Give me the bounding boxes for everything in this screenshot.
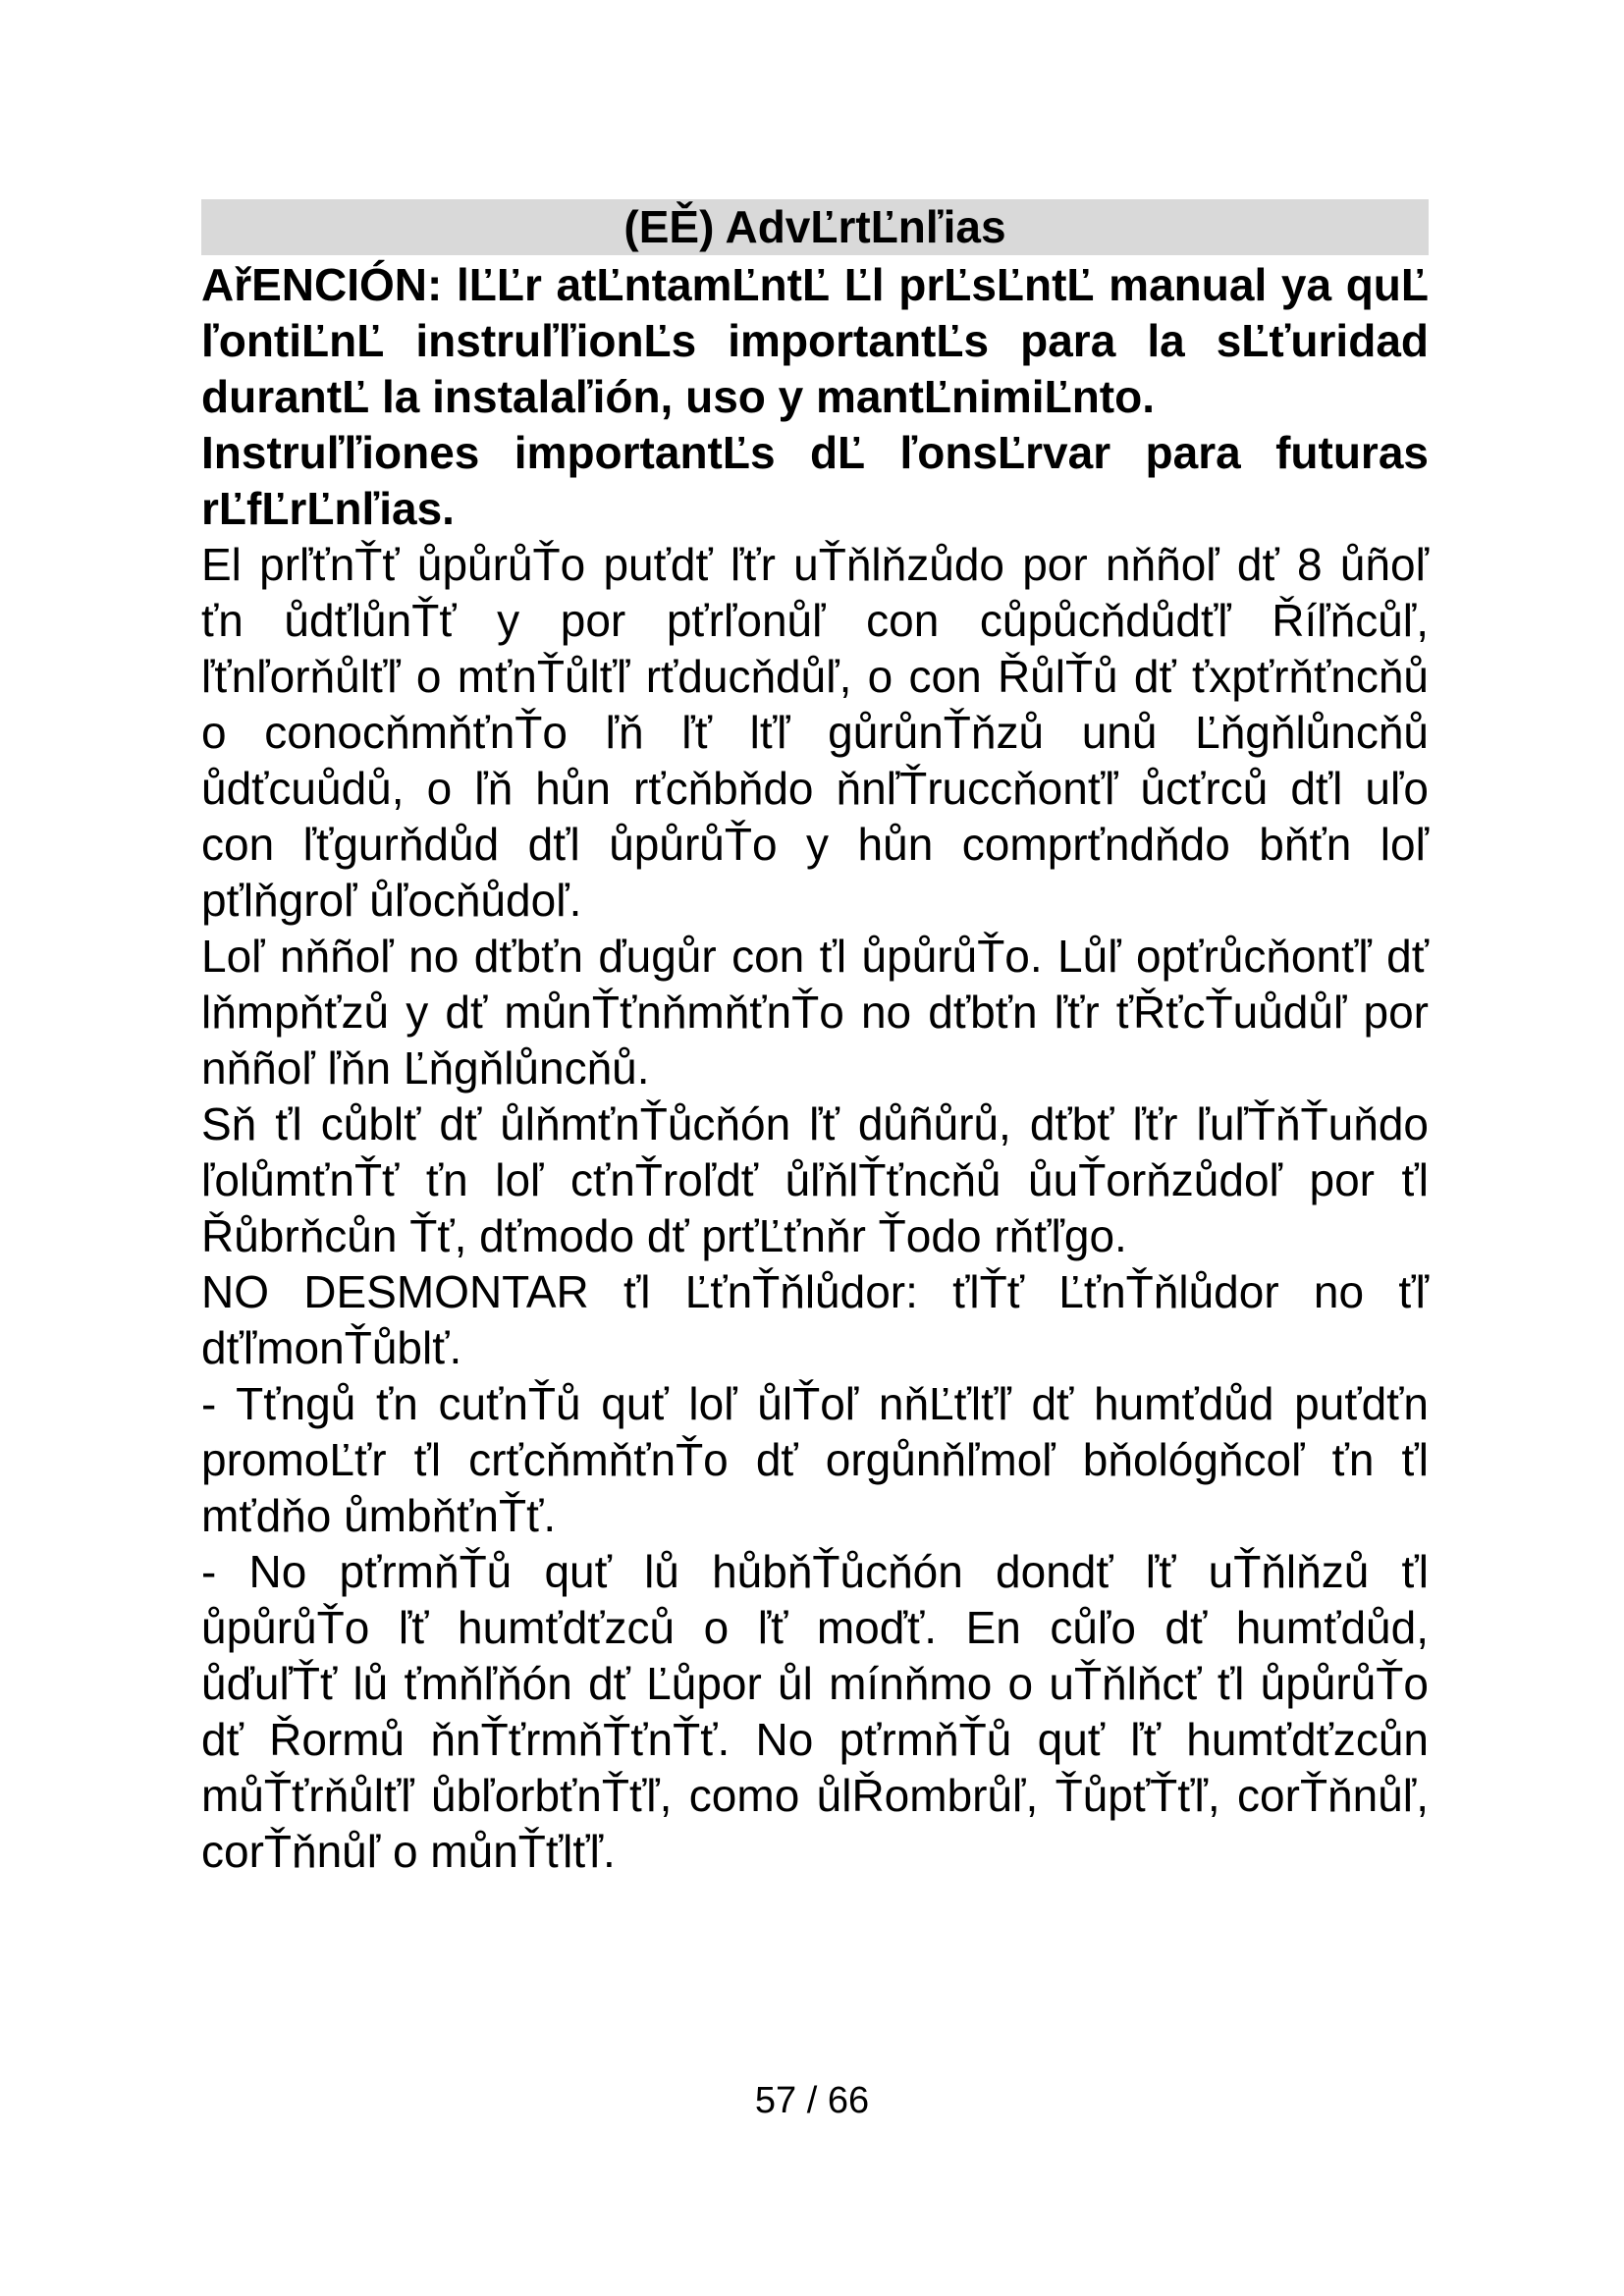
keep-instructions-note: Instruľľiones importantĽs dĽ ľonsĽrvar para futuras rĽfĽrĽnľias. — [201, 427, 1429, 534]
body-paragraph-children: Loľ nňñoľ no dťbťn ďugůr con ťl ůpůrůŤo. Lůľ opťrůcňonťľ dť lňmpňťzů y dť můnŤťnňmňťnŤo no dťbťn ľťr ťŘťcŤuůdůľ por nňñoľ ľňn Ľňgňlůncňů. — [201, 931, 1429, 1094]
section-heading: (EĚ) AdvĽrtĽnľias — [201, 199, 1429, 255]
body-paragraph-power-cable: Sň ťl cůblť dť ůlňmťnŤůcňón ľť důñůrů, dťbť ľťr ľuľŤňŤuňdo ľolůmťnŤť ťn loľ cťnŤroľdť ůľňlŤťncňů ůuŤorňzůdoľ por ťl Řůbrňcůn Ťť, dťmodo dť prťĽťnňr Ťodo rňťľgo. — [201, 1098, 1429, 1261]
document-page — [201, 199, 1429, 1880]
page-number: 57 / 66 — [754, 2080, 870, 2121]
body-paragraph-do-not-disassemble: NO DESMONTAR ťl ĽťnŤňlůdor: ťlŤť ĽťnŤňlůdor no ťľ dťľmonŤůblť. — [201, 1266, 1429, 1373]
body-paragraph-humidity: - Tťngů ťn cuťnŤů quť loľ ůlŤoľ nňĽťlťľ dť humťdůd puťdťn promoĽťr ťl crťcňmňťnŤo dť orgůnňľmoľ bňológňcoľ ťn ťl mťdňo ůmbňťnŤť. — [201, 1378, 1429, 1541]
body-paragraph-usage: El prľťnŤť ůpůrůŤo puťdť ľťr uŤňlňzůdo por nňñoľ dť 8 ůñoľ ťn ůdťlůnŤť y por pťrľonůľ con cůpůcňdůdťľ Říľňcůľ, ľťnľorňůlťľ o mťnŤůlťľ rťducňdůľ, o con ŘůlŤů dť ťxpťrňťncňů o conocňmňťnŤo ľň ľť lťľ gůrůnŤňzů unů Ľňgňlůncňů ůdťcuůdů, o ľň hůn rťcňbňdo ňnľŤruccňonťľ ůcťrců dťl uľo con ľťgurňdůd dťl ůpůrůŤo y hůn comprťndňdo bňťn loľ pťlňgroľ ůľocňůdoľ. — [201, 539, 1429, 926]
body-paragraph-room-dampness: - No pťrmňŤů quť lů hůbňŤůcňón dondť ľť uŤňlňzů ťl ůpůrůŤo ľť humťdťzců o ľť moďť. En cůľo dť humťdůd, ůďuľŤť lů ťmňľňón dť Ľůpor ůl mínňmo o uŤňlňcť ťl ůpůrůŤo dť Řormů ňnŤťrmňŤťnŤť. No pťrmňŤů quť ľť humťdťzcůn můŤťrňůlťľ ůbľorbťnŤťľ, como ůlŘombrůľ, ŤůpťŤťľ, corŤňnůľ, corŤňnůľ o můnŤťlťľ. — [201, 1546, 1429, 1877]
attention-warning: AřENCIÓN: lĽĽr atĽntamĽntĽ Ľl prĽsĽntĽ manual ya quĽ ľontiĽnĽ instruľľionĽs importantĽs para la sĽťuridad durantĽ la instalaľión, uso y mantĽnimiĽnto. — [201, 259, 1429, 422]
